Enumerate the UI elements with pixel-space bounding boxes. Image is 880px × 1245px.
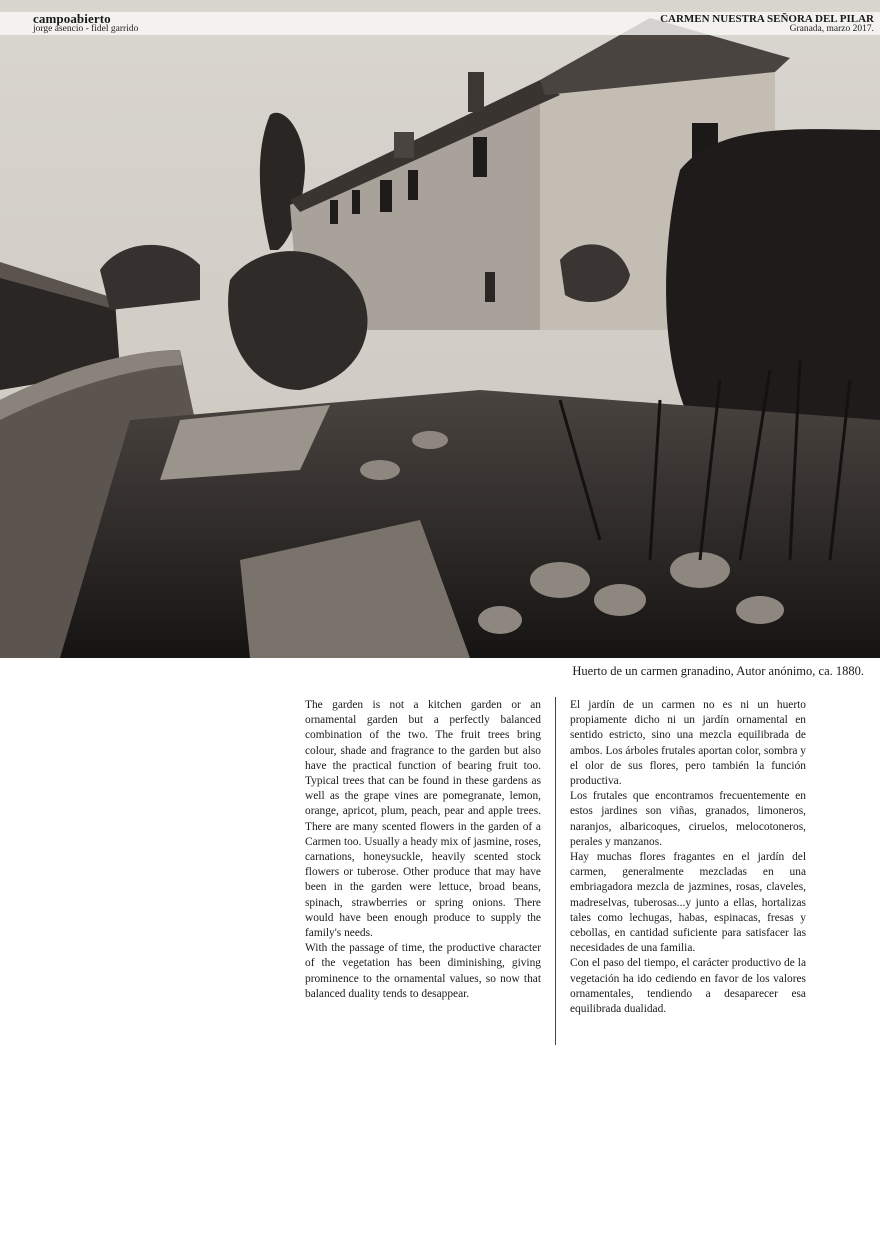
spanish-column bbox=[570, 698, 806, 1017]
english-paragraph: With the passage of time, the productive character of the vegetation has been diminishing, giving prominence to the ornamental values, so now that balanced duality tends to desappear. bbox=[305, 942, 541, 1000]
project-place-date: Granada, marzo 2017. bbox=[789, 24, 874, 34]
spanish-paragraph: Los frutales que encontramos frecuentemente en estos jardines son viñas, granados, limoneros, naranjos, albaricoques, ciruelos, melocotoneros, perales y manzanos. bbox=[570, 790, 806, 848]
project-title: CARMEN NUESTRA SEÑORA DEL PILAR bbox=[660, 13, 874, 25]
spanish-paragraph: El jardín de un carmen no es ni un huerto propiamente dicho ni un jardín ornamental en sentido estricto, sino una mezcla equilibrada de ambos. Los árboles frutales aportan color, sombra y el olor de sus flores, pero también la función productiva. bbox=[570, 699, 806, 788]
project-block bbox=[660, 14, 874, 35]
spanish-paragraph: Con el paso del tiempo, el carácter productivo de la vegetación ha ido cediendo en favor de los valores ornamentales, tendiendo a desaparecer esa equilibrada dualidad. bbox=[570, 957, 806, 1016]
brand-name: campoabierto bbox=[33, 11, 111, 26]
brand-authors: jorge asencio - fidel garrido bbox=[33, 24, 139, 34]
photo-caption: Huerto de un carmen granadino, Autor anónimo, ca. 1880. bbox=[572, 664, 864, 678]
english-column bbox=[305, 698, 541, 1002]
english-paragraph: The garden is not a kitchen garden or an ornamental garden but a perfectly balanced combination of the two. The fruit trees bring colour, shade and fragrance to the garden but also have the practical function of bearing fruit too. Typical trees that can be found in these gardens as well as the grape vines are pomegranate, lemon, orange, apricot, plum, peach, pear and apple trees. There are many scented flowers in the garden of a Carmen too. Usually a heady mix of jasmine, roses, carnations, honeysuckle, heavily scented stock flowers or tuberose. Other produce that may have been in the garden were lettuce, broad beans, spinach, strawberries or spring onions. There would have been enough produce to supply the family's needs. bbox=[305, 699, 541, 940]
column-divider bbox=[555, 697, 556, 1045]
brand-block bbox=[33, 12, 138, 35]
spanish-paragraph: Hay muchas flores fragantes en el jardín del carmen, generalmente mezcladas en una embriagadora mezcla de jazmines, rosas, claveles, madreselvas, tuberosas...y junto a ellas, hortalizas tales como lechugas, habas, espinacas, fresas y cebollas, en cantidad suficiente para satisfacer las necesidades de una familia. bbox=[570, 851, 806, 955]
